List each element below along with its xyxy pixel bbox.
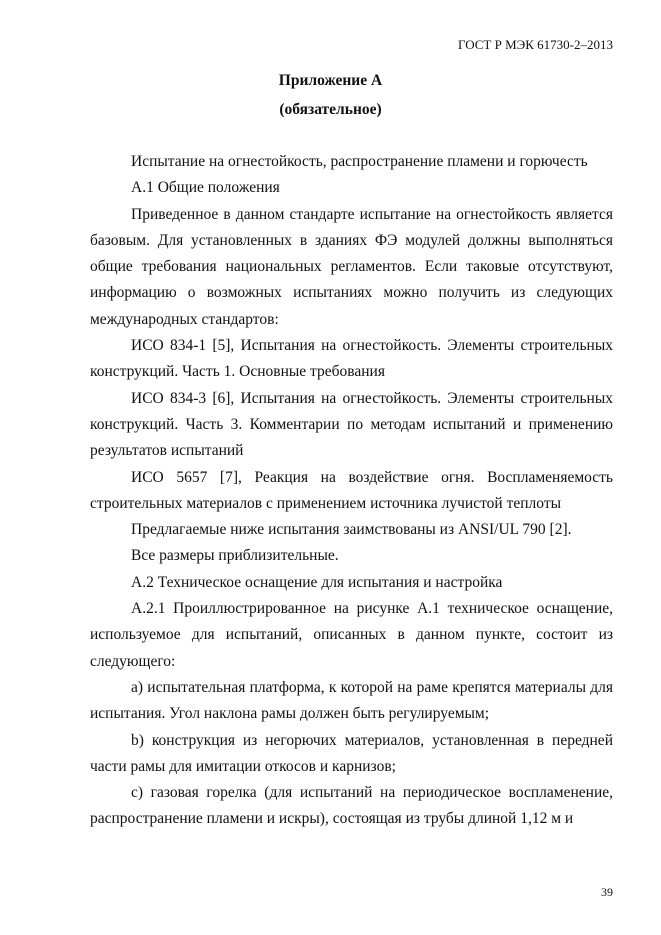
paragraph: А.2.1 Проиллюстрированное на рисунке А.1 техническое оснащение, используемое для испытаний, описанных в данном пункте, состоит из следующего: bbox=[90, 600, 613, 670]
paragraph: ИСО 834-3 [6], Испытания на огнестойкость. Элементы строительных конструкций. Часть 3. Комментарии по методам испытаний и применению результатов испытаний bbox=[90, 389, 613, 460]
paragraph: b) конструкция из негорючих материалов, установленная в передней части рамы для имитации откосов и карнизов; bbox=[90, 731, 613, 775]
appendix-title: Приложение А bbox=[278, 72, 383, 89]
paragraph: a) испытательная платформа, к которой на раме крепятся материалы для испытания. Угол наклона рамы должен быть регулируемым; bbox=[90, 678, 613, 723]
body-text bbox=[90, 149, 613, 833]
paragraph: Приведенное в данном стандарте испытание на огнестойкость является базовым. Для установленных в зданиях ФЭ модулей должны выполняться общие требования национальных регламентов. Если таковые отсутствуют, информацию о возможных испытаниях можно получить из следующих международных стандартов: bbox=[90, 205, 613, 328]
paragraph: А.2 Техническое оснащение для испытания и настройка bbox=[131, 573, 503, 591]
paragraph: Предлагаемые ниже испытания заимствованы из ANSI/UL 790 [2]. bbox=[131, 521, 572, 539]
paragraph: ИСО 834-1 [5], Испытания на огнестойкость. Элементы строительных конструкций. Часть 1. Основные требования bbox=[90, 337, 613, 381]
paragraph: Испытание на огнестойкость, распространение пламени и горючесть bbox=[131, 153, 588, 170]
page-number: 39 bbox=[601, 885, 613, 899]
paragraph: Все размеры приблизительные. bbox=[131, 547, 339, 565]
paragraph: ИСО 5657 [7], Реакция на воздействие огня. Воспламеняемость строительных материалов с применением источника лучистой теплоты bbox=[90, 468, 613, 512]
appendix-subtitle: (обязательное) bbox=[279, 101, 382, 118]
paragraph: А.1 Общие положения bbox=[131, 179, 280, 197]
paragraph: c) газовая горелка (для испытаний на периодическое воспламенение, распространение пламени и искры), состоящая из трубы длиной 1,12 м и bbox=[90, 784, 613, 828]
document-header: ГОСТ Р МЭК 61730-2–2013 bbox=[458, 37, 613, 52]
